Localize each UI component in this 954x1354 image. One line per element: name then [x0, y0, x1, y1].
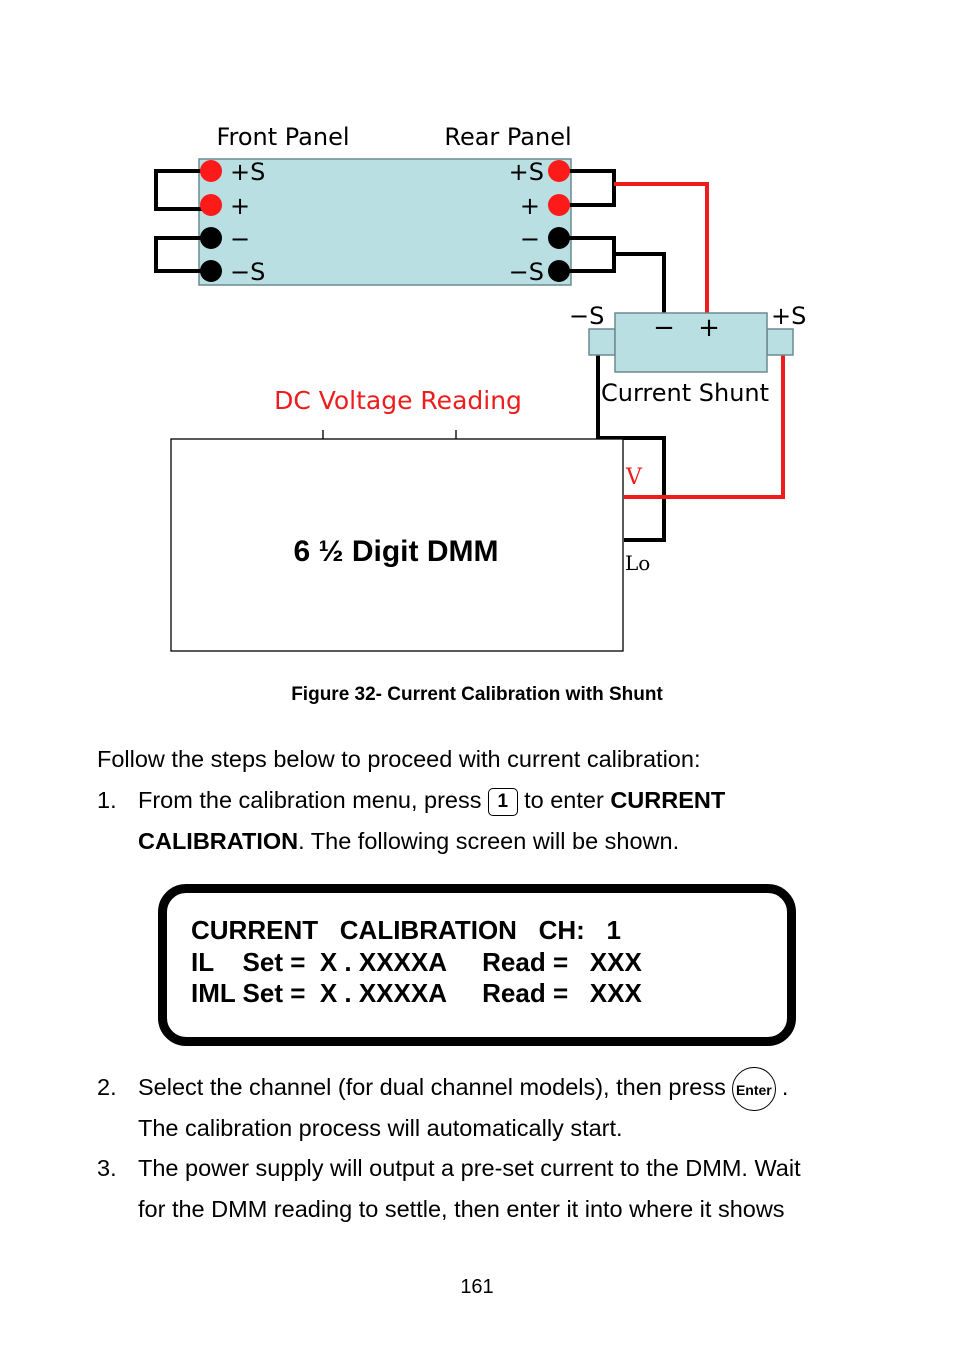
rear-label-minus-s: −S: [508, 258, 544, 286]
lcd-screen: [158, 884, 796, 1046]
rear-label-plus: +: [519, 192, 540, 220]
step-1-text-end: . The following screen will be shown.: [298, 828, 680, 854]
front-label-plus-s: +S: [230, 158, 266, 186]
front-label-minus-s: −S: [230, 258, 266, 286]
front-label-plus: +: [230, 192, 251, 220]
shunt-label-minus-s: −S: [569, 302, 605, 330]
step-2-line-1: [138, 1067, 788, 1111]
dmm-title: 6 ½ Digit DMM: [293, 535, 499, 568]
enter-key-icon: Enter: [732, 1067, 776, 1111]
shunt-label-minus: −: [653, 313, 675, 343]
lcd-line-2: IL Set = X . XXXXA Read = XXX: [191, 947, 642, 977]
step-3-line-2: for the DMM reading to settle, then enter it into where it shows: [138, 1196, 785, 1222]
step-1-bold-current: CURRENT: [610, 787, 726, 813]
shunt-label-plus-s: +S: [771, 302, 807, 330]
current-shunt-body: [615, 313, 767, 372]
dmm-v-label: V: [626, 465, 642, 490]
shunt-terminal-left: [589, 329, 615, 355]
key-1-button: 1: [488, 788, 519, 816]
dc-voltage-reading-label: DC Voltage Reading: [274, 386, 522, 415]
shunt-terminal-right: [767, 329, 793, 355]
intro-paragraph: Follow the steps below to proceed with current calibration:: [97, 746, 701, 772]
step-1-number: 1.: [97, 787, 117, 813]
step-1-line-1: [138, 780, 725, 821]
page-number: 161: [460, 1276, 494, 1298]
step-3-number: 3.: [97, 1155, 117, 1181]
dmm-lo-label: Lo: [625, 551, 651, 575]
lcd-line-3: IML Set = X . XXXXA Read = XXX: [191, 978, 642, 1008]
figure-caption: Figure 32- Current Calibration with Shunt: [291, 684, 663, 705]
rear-label-plus-s: +S: [508, 158, 544, 186]
calibration-wiring-diagram: [0, 0, 954, 670]
shunt-label-plus: +: [698, 313, 720, 343]
step-1-text-before: From the calibration menu, press: [138, 787, 482, 813]
rear-terminal-minus-s: [548, 260, 570, 282]
red-wire-shunt-to-dmm: [624, 352, 783, 497]
front-label-minus: −: [230, 225, 251, 253]
black-wire-negative: [614, 254, 664, 313]
current-shunt-title: Current Shunt: [601, 379, 770, 407]
step-2-text-after: .: [781, 1074, 789, 1101]
step-3-line-1: The power supply will output a pre-set current to the DMM. Wait: [138, 1155, 801, 1181]
front-panel-title: Front Panel: [216, 123, 350, 151]
rear-label-minus: −: [519, 225, 540, 253]
rear-terminal-plus: [548, 194, 570, 216]
step-2-number: 2.: [97, 1074, 117, 1100]
front-terminal-minus-s: [200, 260, 222, 282]
rear-terminal-plus-s: [548, 160, 570, 182]
lcd-line-1: CURRENT CALIBRATION CH: 1: [191, 915, 621, 945]
front-terminal-plus: [200, 194, 222, 216]
step-1-text-after: to enter: [524, 787, 604, 813]
red-wire-positive: [614, 184, 707, 313]
step-1-bold-calibration: CALIBRATION: [138, 828, 299, 854]
step-2-line-2: The calibration process will automatically start.: [138, 1115, 623, 1141]
front-terminal-plus-s: [200, 160, 222, 182]
rear-terminal-minus: [548, 227, 570, 249]
step-1-line-2: [138, 821, 679, 862]
step-2-text-before: Select the channel (for dual channel models), then press: [138, 1074, 726, 1101]
front-terminal-minus: [200, 227, 222, 249]
rear-panel-title: Rear Panel: [444, 123, 572, 151]
